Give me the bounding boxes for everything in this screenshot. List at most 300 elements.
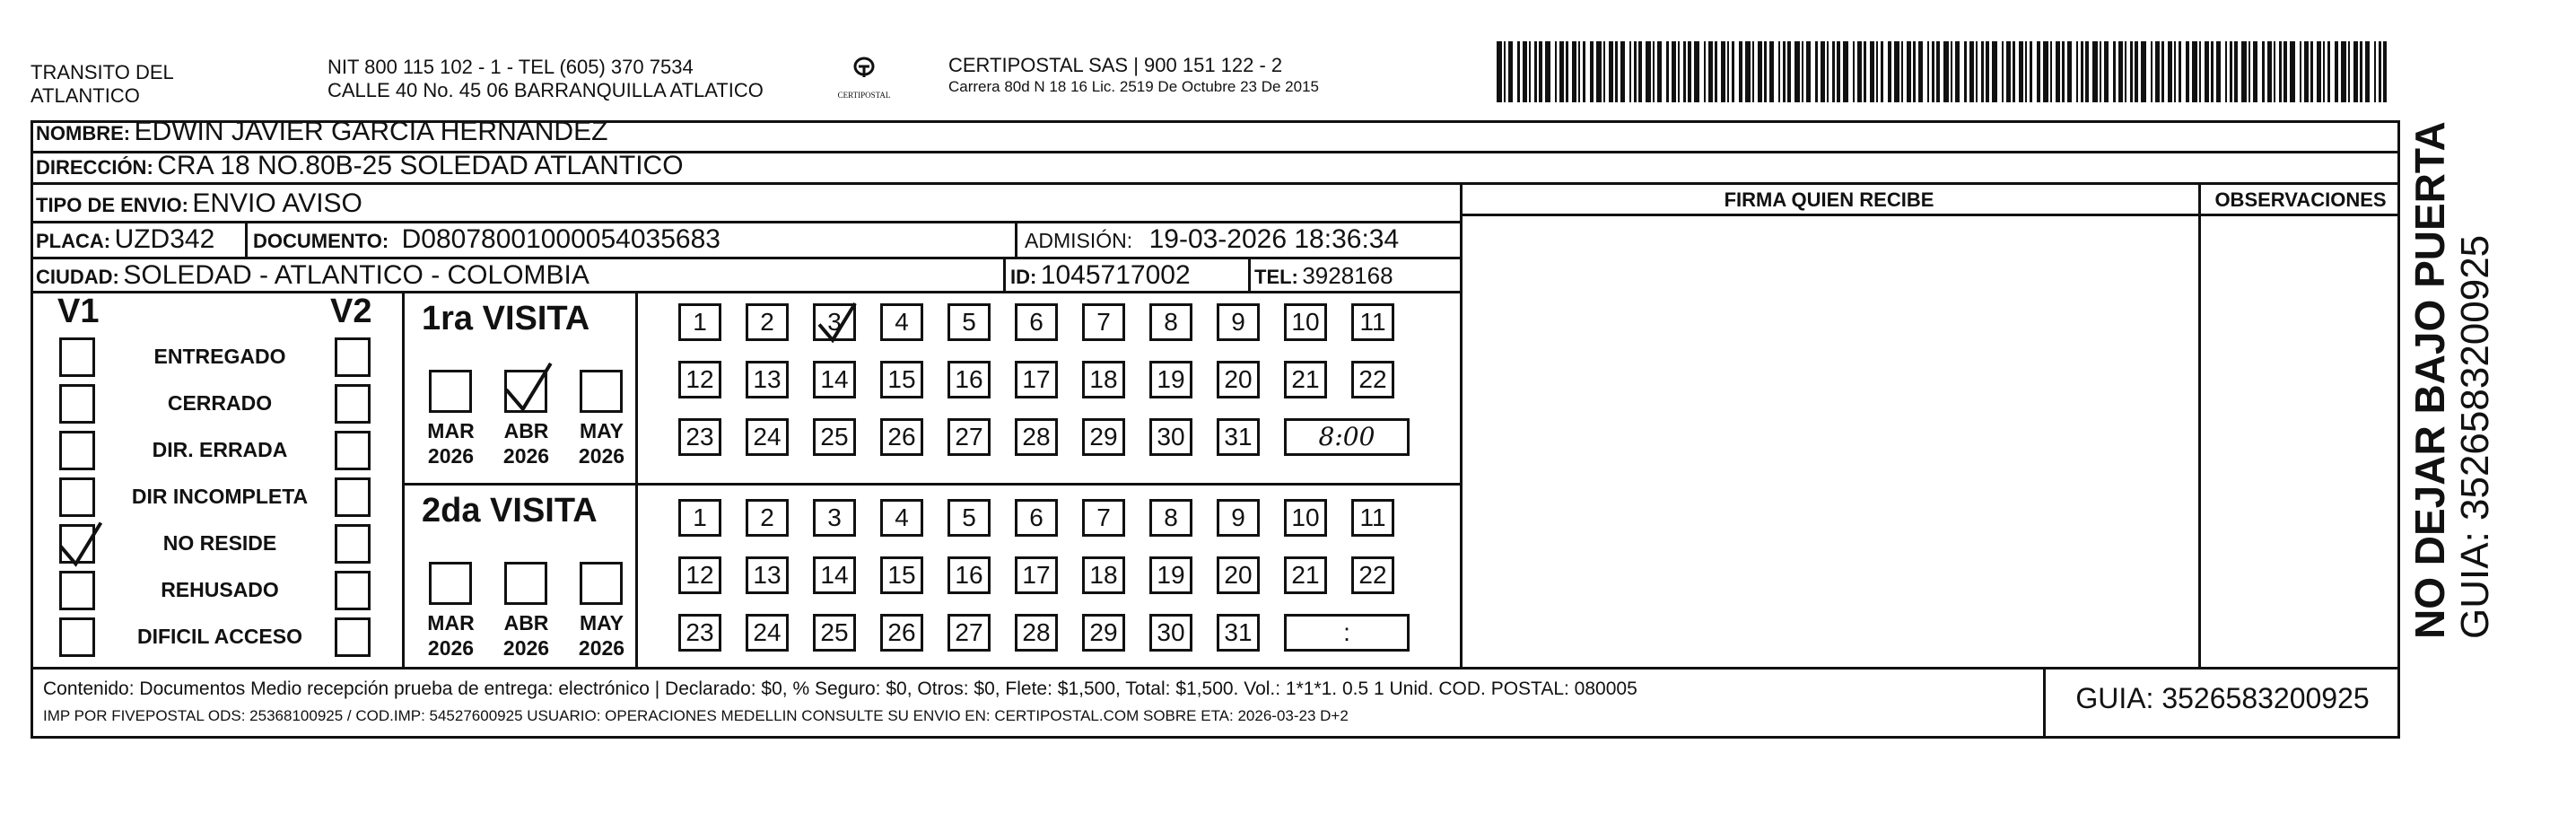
- v1-checkbox-dificil-acceso[interactable]: [59, 617, 95, 657]
- barcode-bar: [2118, 41, 2123, 102]
- second-day-19[interactable]: 19: [1149, 556, 1192, 594]
- id-label: ID:: [1010, 266, 1037, 288]
- barcode-bar: [1688, 41, 1691, 102]
- barcode-bar: [2062, 41, 2065, 102]
- first-month-abr-label: [497, 418, 555, 468]
- first-day-29[interactable]: 29: [1082, 418, 1125, 456]
- second-day-28[interactable]: 28: [1015, 614, 1058, 652]
- nombre-value: EDWIN JAVIER GARCIA HERNANDEZ: [134, 117, 608, 146]
- first-day-16[interactable]: 16: [947, 361, 991, 398]
- barcode-bar: [2300, 41, 2301, 102]
- second-day-12[interactable]: 12: [678, 556, 721, 594]
- barcode-bar: [2019, 41, 2023, 102]
- barcode-bar: [2241, 41, 2247, 102]
- barcode-bar: [1821, 41, 1825, 102]
- barcode-bar: [1837, 41, 1840, 102]
- admision-value: 19-03-2026 18:36:34: [1148, 224, 1400, 254]
- barcode-bar: [2353, 41, 2358, 102]
- barcode-bar: [2002, 41, 2004, 102]
- second-month-may-checkbox[interactable]: [580, 562, 623, 605]
- barcode-bar: [2341, 41, 2346, 102]
- sender-line-1: TRANSITO DEL: [31, 61, 174, 83]
- barcode-bar: [1853, 41, 1855, 102]
- first-day-6[interactable]: 6: [1015, 303, 1058, 341]
- second-day-23[interactable]: 23: [678, 614, 721, 652]
- first-day-4[interactable]: 4: [880, 303, 923, 341]
- barcode-bar: [1566, 41, 1568, 102]
- barcode-bar: [1529, 41, 1531, 102]
- barcode-bar: [1843, 41, 1848, 102]
- divider-line: [1460, 182, 1463, 667]
- barcode-bar: [1907, 41, 1911, 102]
- first-day-22[interactable]: 22: [1351, 361, 1394, 398]
- barcode-bar: [1932, 41, 1934, 102]
- barcode-bar: [1596, 41, 1602, 102]
- ciudad-cell: [36, 260, 589, 291]
- second-day-13[interactable]: 13: [746, 556, 789, 594]
- barcode-bar: [1634, 41, 1637, 102]
- barcode-bar: [1955, 41, 1960, 102]
- barcode-bar: [2100, 41, 2101, 102]
- firma-header: FIRMA QUIEN RECIBE: [1724, 188, 1934, 211]
- barcode-bar: [1523, 41, 1527, 102]
- divider-line: [1003, 257, 1006, 291]
- barcode-bar: [2383, 41, 2387, 102]
- divider-line: [31, 257, 1460, 259]
- v2-checkbox-dificil-acceso[interactable]: [335, 617, 371, 657]
- barcode-bar: [2141, 41, 2146, 102]
- second-day-25[interactable]: 25: [813, 614, 856, 652]
- barcode-bar: [2092, 41, 2098, 102]
- barcode-bar: [2186, 41, 2189, 102]
- barcode-bar: [1545, 41, 1550, 102]
- divider-line: [2198, 182, 2201, 667]
- first-day-14[interactable]: 14: [813, 361, 856, 398]
- barcode-bar: [1986, 41, 1989, 102]
- month-year: 2026: [502, 636, 550, 660]
- divider-line: [31, 182, 2400, 185]
- barcode-bar: [1888, 41, 1891, 102]
- barcode-bar: [1572, 41, 1576, 102]
- barcode-bar: [1857, 41, 1862, 102]
- v1-checkbox-dir-incompleta[interactable]: [59, 477, 95, 517]
- barcode-bar: [2067, 41, 2072, 102]
- barcode-bar: [1715, 41, 1717, 102]
- status-label-dir-incompleta: DIR INCOMPLETA: [131, 485, 309, 508]
- tel-value: 3928168: [1302, 262, 1393, 289]
- second-day-14[interactable]: 14: [813, 556, 856, 594]
- barcode-bar: [1559, 41, 1564, 102]
- barcode-bar: [1609, 41, 1613, 102]
- first-day-28[interactable]: 28: [1015, 418, 1058, 456]
- barcode-bar: [2104, 41, 2109, 102]
- v2-checkbox-rehusado[interactable]: [335, 571, 371, 610]
- side-guia: GUIA: 3526583200925: [2453, 234, 2497, 639]
- month-name: ABR: [503, 611, 549, 635]
- barcode-bar: [2161, 41, 2164, 102]
- barcode-bar: [1764, 41, 1767, 102]
- first-month-abr-checkbox[interactable]: [504, 370, 547, 413]
- barcode-bar: [1504, 41, 1506, 102]
- month-year: 2026: [502, 444, 550, 468]
- direccion-value: CRA 18 NO.80B-25 SOLEDAD ATLANTICO: [157, 151, 684, 180]
- barcode-bar: [1969, 41, 1974, 102]
- barcode-bar: [2249, 41, 2250, 102]
- barcode-bar: [1672, 41, 1676, 102]
- first-time-box[interactable]: 8:00: [1284, 418, 1410, 456]
- second-month-abr-checkbox[interactable]: [504, 562, 547, 605]
- barcode-bar: [2230, 41, 2232, 102]
- barcode-bar: [2379, 41, 2381, 102]
- barcode-bar: [2360, 41, 2362, 102]
- barcode-bar: [1927, 41, 1929, 102]
- second-day-10[interactable]: 10: [1284, 499, 1327, 537]
- barcode-bar: [1704, 41, 1706, 102]
- barcode-bar: [1727, 41, 1729, 102]
- first-day-21[interactable]: 21: [1284, 361, 1327, 398]
- nombre-row: [36, 117, 607, 147]
- v1-checkbox-no-reside[interactable]: [59, 524, 95, 564]
- second-day-6[interactable]: 6: [1015, 499, 1058, 537]
- barcode-bar: [2290, 41, 2295, 102]
- barcode-bar: [2006, 41, 2011, 102]
- tel-label: TEL:: [1254, 266, 1298, 288]
- footer-guia: GUIA: 3526583200925: [2075, 682, 2370, 714]
- barcode-bar: [2199, 41, 2201, 102]
- second-day-31[interactable]: 31: [1217, 614, 1260, 652]
- v1-checkbox-entregado[interactable]: [59, 337, 95, 377]
- barcode-bar: [2037, 41, 2040, 102]
- barcode-bar: [1603, 41, 1605, 102]
- second-day-30[interactable]: 30: [1149, 614, 1192, 652]
- status-label-entregado: ENTREGADO: [153, 345, 286, 368]
- second-month-mar-checkbox[interactable]: [429, 562, 472, 605]
- barcode-bar: [2056, 41, 2060, 102]
- first-day-31[interactable]: 31: [1217, 418, 1260, 456]
- second-day-20[interactable]: 20: [1217, 556, 1260, 594]
- divider-line: [1015, 221, 1017, 257]
- first-day-18[interactable]: 18: [1082, 361, 1125, 398]
- barcode-bar: [1534, 41, 1537, 102]
- sender-contact: [327, 56, 764, 102]
- first-day-3[interactable]: 3: [813, 303, 856, 341]
- barcode-bar: [2168, 41, 2172, 102]
- signature-area[interactable]: [1464, 219, 2196, 664]
- barcode-bar: [1683, 41, 1686, 102]
- barcode-bar: [1964, 41, 1967, 102]
- barcode-bar: [1778, 41, 1780, 102]
- barcode-bar: [1653, 41, 1655, 102]
- barcode-bar: [2081, 41, 2083, 102]
- first-day-10[interactable]: 10: [1284, 303, 1327, 341]
- v1-checkbox-cerrado[interactable]: [59, 384, 95, 424]
- barcode-bar: [2374, 41, 2376, 102]
- month-name: MAR: [427, 419, 475, 442]
- v2-checkbox-entregado[interactable]: [335, 337, 371, 377]
- barcode-bar: [1936, 41, 1940, 102]
- first-day-9[interactable]: 9: [1217, 303, 1260, 341]
- divider-line: [1248, 257, 1251, 291]
- barcode-bar: [2174, 41, 2176, 102]
- first-day-20[interactable]: 20: [1217, 361, 1260, 398]
- first-day-13[interactable]: 13: [746, 361, 789, 398]
- barcode-bar: [2267, 41, 2272, 102]
- barcode-bar: [2085, 41, 2089, 102]
- barcode-bar: [1678, 41, 1680, 102]
- sender-line-2: ATLANTICO: [31, 84, 140, 107]
- barcode-bar: [2205, 41, 2209, 102]
- barcode-bar: [1876, 41, 1878, 102]
- barcode-bar: [2043, 41, 2048, 102]
- first-day-17[interactable]: 17: [1015, 361, 1058, 398]
- barcode-bar: [1497, 41, 1502, 102]
- logo-icon: [846, 56, 882, 86]
- month-name: MAR: [427, 611, 475, 635]
- v2-checkbox-no-reside[interactable]: [335, 524, 371, 564]
- barcode-bar: [1806, 41, 1811, 102]
- second-day-4[interactable]: 4: [880, 499, 923, 537]
- tipo-envio-label: TIPO DE ENVIO:: [36, 194, 188, 216]
- status-label-cerrado: CERRADO: [167, 391, 273, 415]
- barcode: [1497, 41, 2387, 102]
- divider-line: [31, 291, 1460, 293]
- documento-label: DOCUMENTO:: [253, 230, 389, 252]
- second-visit-title: 2da VISITA: [422, 492, 598, 530]
- second-day-26[interactable]: 26: [880, 614, 923, 652]
- direccion-row: [36, 151, 684, 181]
- second-day-16[interactable]: 16: [947, 556, 991, 594]
- placa-label: PLACA:: [36, 230, 111, 252]
- barcode-bar: [2179, 41, 2181, 102]
- barcode-bar: [1815, 41, 1818, 102]
- month-name: ABR: [503, 419, 549, 442]
- barcode-bar: [2225, 41, 2227, 102]
- barcode-bar: [2335, 41, 2338, 102]
- side-warning: NO DEJAR BAJO PUERTA: [2406, 121, 2453, 639]
- second-day-11[interactable]: 11: [1351, 499, 1394, 537]
- month-name: MAY: [580, 419, 624, 442]
- barcode-bar: [2304, 41, 2309, 102]
- month-year: 2026: [578, 636, 625, 660]
- placa-value: UZD342: [114, 224, 215, 254]
- second-time-box[interactable]: :: [1284, 614, 1410, 652]
- first-month-mar-label: [422, 418, 480, 468]
- observations-area[interactable]: [2203, 219, 2397, 664]
- tel-cell: [1254, 262, 1393, 290]
- barcode-bar: [1769, 41, 1774, 102]
- barcode-bar: [1864, 41, 1866, 102]
- id-value: 1045717002: [1040, 260, 1191, 290]
- observaciones-header: OBSERVACIONES: [2214, 188, 2387, 211]
- first-visit-title: 1ra VISITA: [422, 300, 590, 337]
- first-day-8[interactable]: 8: [1149, 303, 1192, 341]
- barcode-bar: [2274, 41, 2275, 102]
- divider-line: [402, 291, 405, 667]
- footer-content-line: Contenido: Documentos Medio recepción prueba de entrega: electrónico | Declarado: $0, % Seguro: $0, Otros: $0, Flete: $1,500, Total: $1,500. Vol.: 1*1*1. 0.5 1 Unid. COD. POSTAL: 080005: [43, 678, 1637, 699]
- admision-cell: [1025, 224, 1399, 255]
- barcode-bar: [1918, 41, 1923, 102]
- first-day-23[interactable]: 23: [678, 418, 721, 456]
- first-day-19[interactable]: 19: [1149, 361, 1192, 398]
- barcode-bar: [2211, 41, 2214, 102]
- barcode-bar: [2216, 41, 2221, 102]
- barcode-bar: [1992, 41, 1997, 102]
- month-year: 2026: [578, 444, 625, 468]
- barcode-bar: [1657, 41, 1662, 102]
- barcode-bar: [1739, 41, 1742, 102]
- second-day-5[interactable]: 5: [947, 499, 991, 537]
- id-cell: [1010, 260, 1191, 291]
- barcode-bar: [1758, 41, 1762, 102]
- sender-nit: NIT 800 115 102 - 1 - TEL (605) 370 7534: [327, 56, 694, 78]
- barcode-bar: [1721, 41, 1725, 102]
- status-label-no-reside: NO RESIDE: [162, 531, 277, 555]
- barcode-bar: [2262, 41, 2265, 102]
- barcode-bar: [1901, 41, 1903, 102]
- barcode-bar: [1752, 41, 1754, 102]
- barcode-graphic: [1497, 41, 2387, 102]
- second-month-abr-label: [497, 610, 555, 661]
- certipostal-logo: [833, 56, 895, 100]
- ciudad-value: SOLEDAD - ATLANTICO - COLOMBIA: [123, 260, 589, 290]
- second-day-21[interactable]: 21: [1284, 556, 1327, 594]
- barcode-bar: [2279, 41, 2282, 102]
- barcode-bar: [1745, 41, 1751, 102]
- second-day-8[interactable]: 8: [1149, 499, 1192, 537]
- barcode-bar: [1517, 41, 1520, 102]
- barcode-bar: [1629, 41, 1631, 102]
- barcode-bar: [1620, 41, 1625, 102]
- first-day-11[interactable]: 11: [1351, 303, 1394, 341]
- second-day-7[interactable]: 7: [1082, 499, 1125, 537]
- divider-line: [635, 291, 638, 667]
- first-day-15[interactable]: 15: [880, 361, 923, 398]
- barcode-bar: [1802, 41, 1803, 102]
- ciudad-label: CIUDAD:: [36, 266, 119, 288]
- status-label-dificil-acceso: DIFICIL ACCESO: [136, 625, 302, 648]
- barcode-bar: [2030, 41, 2032, 102]
- barcode-bar: [1827, 41, 1829, 102]
- barcode-bar: [2125, 41, 2126, 102]
- barcode-bar: [2253, 41, 2257, 102]
- barcode-bar: [1913, 41, 1916, 102]
- second-day-27[interactable]: 27: [947, 614, 991, 652]
- v2-checkbox-dir-incompleta[interactable]: [335, 477, 371, 517]
- barcode-bar: [1578, 41, 1580, 102]
- second-day-3[interactable]: 3: [813, 499, 856, 537]
- admision-label: ADMISIÓN:: [1025, 229, 1133, 252]
- status-label-dir-errada: DIR. ERRADA: [152, 438, 288, 461]
- first-day-7[interactable]: 7: [1082, 303, 1125, 341]
- logo-text: CERTIPOSTAL: [837, 91, 891, 100]
- barcode-bar: [1794, 41, 1800, 102]
- divider-line: [2043, 667, 2046, 739]
- second-day-18[interactable]: 18: [1082, 556, 1125, 594]
- v2-checkbox-dir-errada[interactable]: [335, 431, 371, 470]
- footer-print-line: IMP POR FIVEPOSTAL ODS: 25368100925 / COD.IMP: 54527600925 USUARIO: OPERACIONES MEDELLIN CONSULTE SU ENVIO EN: CERTIPOSTAL.COM SOBRE ETA: 2026-03-23 D+2: [43, 707, 1349, 724]
- barcode-bar: [2348, 41, 2350, 102]
- v1-checkbox-rehusado[interactable]: [59, 571, 95, 610]
- first-day-12[interactable]: 12: [678, 361, 721, 398]
- barcode-bar: [2013, 41, 2015, 102]
- v1-checkbox-dir-errada[interactable]: [59, 431, 95, 470]
- second-month-may-label: [572, 610, 631, 661]
- first-day-26[interactable]: 26: [880, 418, 923, 456]
- barcode-bar: [1783, 41, 1786, 102]
- nombre-label: NOMBRE:: [36, 122, 131, 144]
- barcode-bar: [2192, 41, 2197, 102]
- second-month-mar-label: [422, 610, 480, 661]
- barcode-bar: [1732, 41, 1734, 102]
- barcode-bar: [1708, 41, 1713, 102]
- barcode-bar: [2151, 41, 2152, 102]
- second-day-29[interactable]: 29: [1082, 614, 1125, 652]
- barcode-bar: [2076, 41, 2078, 102]
- second-day-22[interactable]: 22: [1351, 556, 1394, 594]
- v1-header: V1: [57, 293, 100, 330]
- barcode-bar: [2317, 41, 2321, 102]
- documento-value: D08078001000054035683: [401, 224, 720, 254]
- barcode-bar: [2155, 41, 2160, 102]
- barcode-bar: [2050, 41, 2052, 102]
- barcode-bar: [1539, 41, 1542, 102]
- barcode-bar: [2135, 41, 2138, 102]
- barcode-bar: [1646, 41, 1651, 102]
- first-day-25[interactable]: 25: [813, 418, 856, 456]
- second-day-2[interactable]: 2: [746, 499, 789, 537]
- divider-line: [1460, 214, 2400, 216]
- barcode-bar: [2323, 41, 2325, 102]
- sender-name: [31, 61, 174, 108]
- first-month-mar-checkbox[interactable]: [429, 370, 472, 413]
- second-day-1[interactable]: 1: [678, 499, 721, 537]
- month-year: 2026: [427, 444, 475, 468]
- barcode-bar: [1943, 41, 1949, 102]
- tipo-envio-value: ENVIO AVISO: [192, 188, 362, 218]
- side-notice: [2406, 121, 2498, 639]
- company-address: Carrera 80d N 18 16 Lic. 2519 De Octubre 23 De 2015: [948, 78, 1319, 95]
- barcode-bar: [2283, 41, 2287, 102]
- barcode-bar: [1832, 41, 1835, 102]
- company-info: [948, 54, 1319, 97]
- first-day-1[interactable]: 1: [678, 303, 721, 341]
- second-day-17[interactable]: 17: [1015, 556, 1058, 594]
- company-line: CERTIPOSTAL SAS | 900 151 122 - 2: [948, 54, 1283, 76]
- first-day-5[interactable]: 5: [947, 303, 991, 341]
- barcode-bar: [1951, 41, 1952, 102]
- second-day-24[interactable]: 24: [746, 614, 789, 652]
- first-month-may-checkbox[interactable]: [580, 370, 623, 413]
- barcode-bar: [1638, 41, 1642, 102]
- barcode-bar: [1870, 41, 1874, 102]
- barcode-bar: [1508, 41, 1513, 102]
- barcode-bar: [2365, 41, 2370, 102]
- divider-line: [245, 221, 248, 257]
- first-day-24[interactable]: 24: [746, 418, 789, 456]
- second-day-9[interactable]: 9: [1217, 499, 1260, 537]
- barcode-bar: [1666, 41, 1669, 102]
- first-day-2[interactable]: 2: [746, 303, 789, 341]
- v2-checkbox-cerrado[interactable]: [335, 384, 371, 424]
- placa-cell: [36, 224, 214, 255]
- barcode-bar: [2130, 41, 2133, 102]
- sender-address: CALLE 40 No. 45 06 BARRANQUILLA ATLATICO: [327, 79, 764, 101]
- barcode-bar: [2310, 41, 2313, 102]
- second-day-15[interactable]: 15: [880, 556, 923, 594]
- barcode-bar: [1787, 41, 1791, 102]
- first-day-27[interactable]: 27: [947, 418, 991, 456]
- first-day-30[interactable]: 30: [1149, 418, 1192, 456]
